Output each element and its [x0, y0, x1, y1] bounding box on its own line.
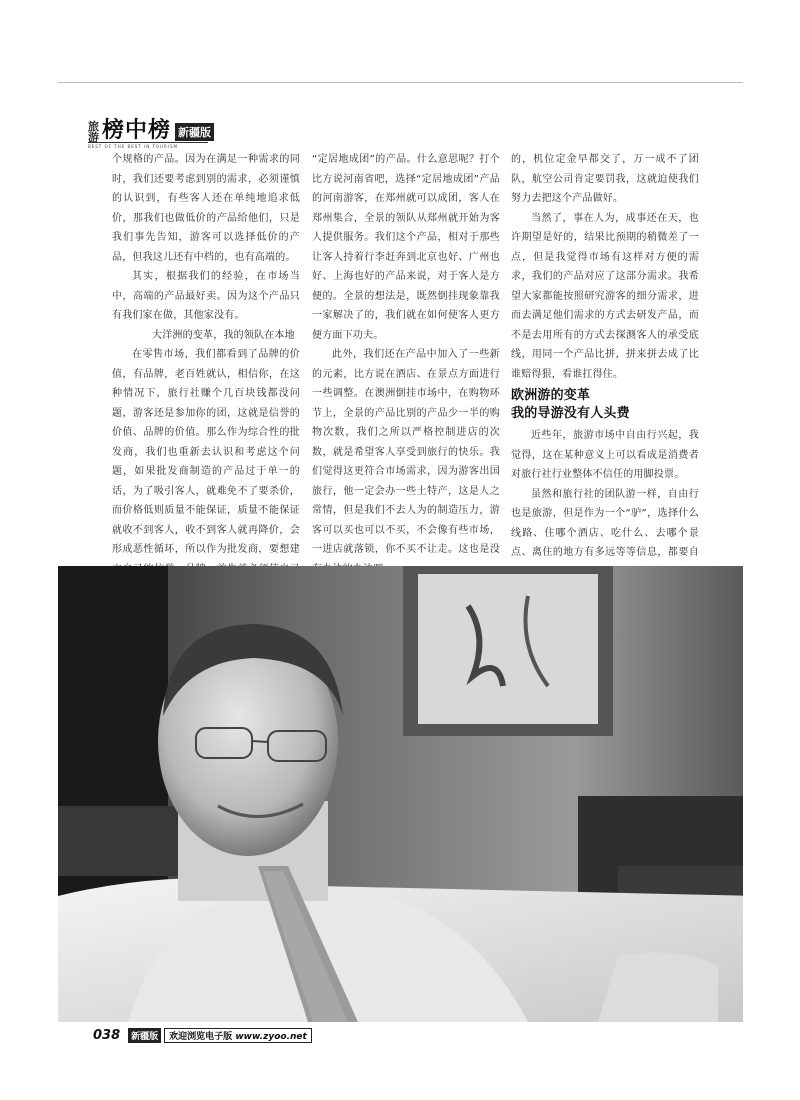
page-footer — [93, 1027, 312, 1043]
paragraph: 当然了，事在人为，成事还在天，也许期望是好的，结果比预期的稍微差了一点，但是我觉得市场有这样对方便的需求，我们的产品对应了这部分需求。我希望大家都能按照研究游客的细分需求，进而去满足他们需求的方式去研发产品，而不是去用所有的方式去探测客人的承受底线，用同一个产品比拼，拼来拼去成了比谁赔得狠，看谁扛得住。 — [511, 212, 699, 380]
column-brand — [88, 109, 214, 143]
section-title: 欧洲游的变革 — [511, 388, 591, 403]
brand-title: 榜中榜 — [102, 118, 172, 143]
paragraph: 的，机位定金早都交了，万一成不了团队，航空公司肯定要罚我，这就迫使我们努力去把这个产品做好。 — [511, 154, 699, 204]
paragraph: 此外，我们还在产品中加入了一些新的元素，比方说在酒店、在景点方面进行一些调整。在澳洲倒挂市场中，在购物环节上，全景的产品比别的产品少一半的购物次数，我们之所以严格控制进店的次数，就是希望客人享受到旅行的快乐。我们觉得这更符合市场需求，因为游客出国旅行，他一定会办一些土特产，这是人之常情，但是我们不去人为的制造压力，游客可以买也可以不买，不会像有些市场，一进店就落锁，你不买不让走。这也是没 — [312, 349, 500, 555]
footer-slogan: 欢迎浏览电子版 — [169, 1031, 233, 1042]
footer-edition: 新疆版 — [128, 1028, 161, 1043]
footer-url: www.zyoo.net — [235, 1031, 307, 1042]
paragraph: 个规格的产品。因为在满足一种需求的同时，我们还要考虑到别的需求，必须谨慎的认识到，有些客人还在单纯地追求低价，那我们也做低价的产品给他们，只是我们事先告知，游客可以选择低价的产品，但我这儿还有中档的，也有高端的。 — [112, 154, 300, 263]
paragraph: 在零售市场，我们都看到了品牌的价值，有品牌，老百姓就认，相信你，在这种情况下，旅行社赚个几百块钱都没问题，游客还是参加你的团，这就是信誉的价值、品牌的价值。那么作为综合性的批发商，我们也重新去认识和考虑这个问题，如果批发商制造的产品过于单一的话，为了吸引客人，就难免不了要杀价，而价格低则质量不能保证，质量不能保证就收不到客人，收不到客人就再降价，会形成恶性循环，所以作为批发商，要想建 — [112, 349, 300, 555]
section-subtitle: 我的导游没有人头费 — [511, 406, 630, 421]
portrait-photo — [58, 566, 743, 1022]
page-number: 038 — [93, 1027, 121, 1043]
text-column-1 — [112, 150, 300, 638]
top-rule — [58, 82, 743, 83]
paragraph: “定居地成团”的产品。什么意思呢？打个比方说河南省吧，选择“定居地成团”产品的河南游客，在郑州就可以成团，客人在郑州集合，全景的领队从郑州就开始为客人提供服务。我们这个产品，相对于那些让客人持着行李赶奔到北京也好、广州也好、上海也好的产品来说，对于客人是方便的。全景的想法是，既然倒挂现象靠我一家解决了的，我们就在如何使客人更方便方面下功夫。 — [312, 154, 500, 341]
footer-slogan-box — [164, 1028, 312, 1043]
paragraph: 近些年，旅游市场中自由行兴起，我觉得，这在某种意义上可以看成是消费者对旅行社行业整体不信任的用脚投票。 — [511, 430, 699, 480]
paragraph: 其实，根据我们的经验，在市场当中，高端的产品最好卖。因为这个产品只有我们家在做，其他家没有。 — [112, 271, 300, 321]
brand-english-tagline: BEST OF THE BEST IN TOURISM — [88, 142, 208, 149]
brand-edition-tag: 新疆版 — [175, 123, 214, 141]
paragraph: 虽然和旅行社的团队游一样，自由行也是旅游，但是作为一个“驴”，选择什么线路、住哪个酒店、吃什么、去哪个景点、离住的地方有多远等等信息，都要自 — [511, 488, 699, 558]
section-subheading: 大洋洲的变革，我的领队在本地 — [152, 329, 295, 341]
brand-small-text: 旅游 — [88, 120, 99, 144]
